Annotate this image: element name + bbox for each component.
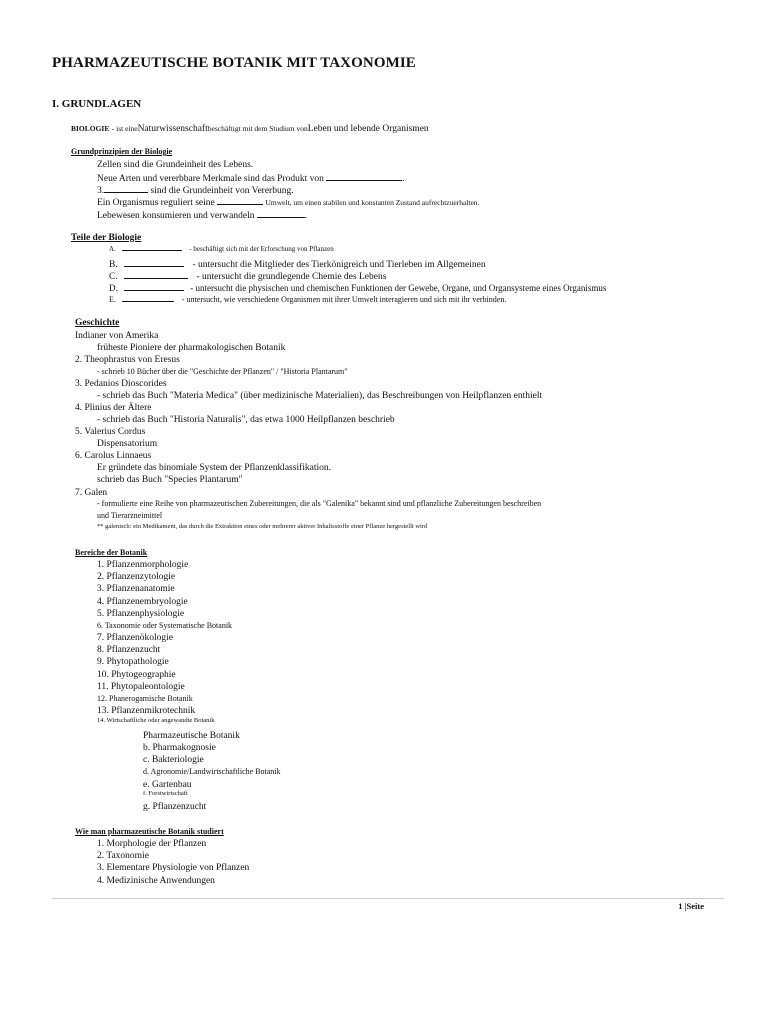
principle-text: Ein Organismus reguliert seine bbox=[97, 198, 215, 208]
principle-text: Neue Arten und vererbbare Merkmale sind das Produkt von bbox=[97, 174, 324, 184]
biologie-definition bbox=[71, 124, 429, 134]
geschichte-line: schrieb das Buch "Species Plantarum" bbox=[97, 475, 243, 485]
geschichte-line: 4. Plinius der Ältere bbox=[75, 403, 152, 413]
fill-blank bbox=[124, 258, 184, 267]
bereich-item: 3. Pflanzenanatomie bbox=[97, 584, 175, 594]
footer-divider bbox=[52, 898, 724, 899]
principle-line bbox=[97, 184, 294, 196]
principle-text: Umwelt, um einen stabilen und konstanten Zustand aufrechtzuerhalten. bbox=[265, 198, 480, 207]
bereich-subitem: e. Gartenbau bbox=[143, 780, 192, 790]
geschichte-line: 6. Carolus Linnaeus bbox=[75, 451, 152, 461]
geschichte-line: - schrieb das Buch "Historia Naturalis", das etwa 1000 Heilpflanzen beschrieb bbox=[97, 415, 395, 425]
geschichte-line: 2. Theophrastus von Eresus bbox=[75, 355, 180, 365]
teile-row-e bbox=[109, 293, 506, 304]
bereich-item: 7. Pflanzenökologie bbox=[97, 633, 173, 643]
bereich-item: 9. Phytopathologie bbox=[97, 657, 169, 667]
fill-blank bbox=[217, 196, 263, 205]
geschichte-line: Indianer von Amerika bbox=[75, 331, 159, 341]
bereich-item: 13. Pflanzenmikrotechnik bbox=[97, 706, 196, 716]
page-footer bbox=[678, 901, 704, 911]
geschichte-line: - formulierte eine Reihe von pharmazeutischen Zubereitungen, die als "Galenika" bekannt sind und pflanzliche Zubereitungen beschreiben bbox=[97, 499, 542, 508]
studiert-item: 2. Taxonomie bbox=[97, 851, 149, 861]
row-text: - beschäftigt sich mit der Erforschung von Pflanzen bbox=[189, 245, 334, 253]
studiert-item: 4. Medizinische Anwendungen bbox=[97, 876, 215, 886]
bereich-item: 6. Taxonomie oder Systematische Botanik bbox=[97, 621, 233, 630]
bereich-item: 2. Pflanzenzytologie bbox=[97, 572, 176, 582]
teile-row-c bbox=[109, 270, 386, 282]
principle-text: Lebewesen konsumieren und verwandeln bbox=[97, 211, 255, 221]
bereich-item: 10. Phytogeographie bbox=[97, 670, 176, 680]
geschichte-heading: Geschichte bbox=[75, 318, 120, 328]
geschichte-line: früheste Pioniere der pharmakologischen Botanik bbox=[97, 343, 286, 353]
biologie-connector: - ist eine bbox=[111, 124, 138, 133]
grundprinzipien-heading: Grundprinzipien der Biologie bbox=[71, 147, 173, 156]
geschichte-line: - schrieb 10 Bücher über die "Geschichte der Pflanzen" / "Historia Plantarum" bbox=[97, 367, 348, 376]
row-letter: C. bbox=[109, 272, 118, 282]
bereich-subitem: c. Bakteriologie bbox=[143, 755, 204, 765]
principle-line: Zellen sind die Grundeinheit des Lebens. bbox=[97, 160, 254, 170]
bereich-item: 1. Pflanzenmorphologie bbox=[97, 560, 189, 570]
biologie-part-2: beschäftigt mit dem Studium von bbox=[207, 124, 308, 133]
biologie-part-3: Leben und lebende Organismen bbox=[307, 124, 429, 134]
row-letter: A. bbox=[109, 245, 116, 253]
bereich-subitem: g. Pflanzenzucht bbox=[143, 802, 207, 812]
bereich-item: 8. Pflanzenzucht bbox=[97, 645, 161, 655]
bereich-item: 14. Wirtschaftliche oder angewandte Botanik bbox=[97, 717, 215, 724]
row-letter: E. bbox=[109, 295, 116, 304]
teile-heading bbox=[71, 233, 157, 243]
principle-text: sind die Grundeinheit von Vererbung. bbox=[150, 186, 294, 196]
principle-line: Lebewesen konsumieren und verwandeln . bbox=[97, 211, 308, 221]
studiert-item: 3. Elementare Physiologie von Pflanzen bbox=[97, 863, 250, 873]
bereich-item: 12. Phanerogamische Botanik bbox=[97, 694, 193, 703]
principle-line: Neue Arten und vererbbare Merkmale sind das Produkt von . bbox=[97, 174, 405, 184]
fill-blank bbox=[122, 293, 174, 302]
teile-row-d bbox=[109, 282, 606, 293]
teile-heading-text: Teile der Biologie bbox=[71, 233, 142, 243]
fill-blank bbox=[124, 282, 184, 291]
bereich-subitem: d. Agronomie/Landwirtschaftliche Botanik bbox=[143, 767, 281, 776]
section-heading-grundlagen: I. GRUNDLAGEN bbox=[52, 98, 142, 110]
geschichte-line: Dispensatorium bbox=[97, 439, 158, 449]
page-number: 1 bbox=[678, 901, 683, 911]
row-letter: D. bbox=[109, 283, 118, 293]
geschichte-line: 5. Valerius Cordus bbox=[75, 427, 146, 437]
bereich-subitem: Pharmazeutische Botanik bbox=[143, 731, 240, 741]
row-text: - untersucht die Mitglieder des Tierkönigreich und Tierleben im Allgemeinen bbox=[192, 260, 486, 270]
biologie-term: BIOLOGIE bbox=[71, 124, 110, 133]
fill-blank bbox=[122, 244, 182, 251]
geschichte-line: und Tierarzneimittel bbox=[97, 511, 163, 520]
row-letter: B. bbox=[109, 260, 118, 270]
teile-row-b bbox=[109, 258, 486, 270]
bereich-item: 11. Phytopaleontologie bbox=[97, 682, 185, 692]
bereich-item: 5. Pflanzenphysiologie bbox=[97, 609, 185, 619]
geschichte-line: - schrieb das Buch "Materia Medica" (über medizinische Materialien), das Beschreibungen von Heilpflanzen enthielt bbox=[97, 391, 543, 401]
row-text: - untersucht, wie verschiedene Organismen mit ihrer Umwelt interagieren und sich mit ihr verbinden. bbox=[181, 295, 507, 304]
row-text: - untersucht die grundlegende Chemie des Lebens bbox=[196, 272, 387, 282]
geschichte-line: ** galenisch: ein Medikament, das durch die Extraktion eines oder mehrerer aktiver Inhaltsstoffe einer Pflanze hergestellt wird bbox=[97, 523, 428, 530]
row-text: - untersucht die physischen und chemischen Funktionen der Gewebe, Organe, und Organsysteme eines Organismus bbox=[190, 283, 607, 293]
bereich-subitem: b. Pharmakognosie bbox=[143, 743, 216, 753]
studiert-item: 1. Morphologie der Pflanzen bbox=[97, 839, 207, 849]
principle-number: 3. bbox=[97, 186, 105, 196]
fill-blank bbox=[326, 172, 402, 181]
geschichte-line: 3. Pedanios Dioscorides bbox=[75, 379, 167, 389]
bereich-subitem: f. Forstwirtschaft bbox=[143, 790, 188, 797]
biologie-part-1: Naturwissenschaft bbox=[137, 124, 208, 134]
page-label: |Seite bbox=[684, 901, 704, 911]
fill-blank bbox=[104, 184, 148, 193]
studiert-heading bbox=[75, 827, 232, 836]
document-title: PHARMAZEUTISCHE BOTANIK MIT TAXONOMIE bbox=[52, 55, 416, 71]
fill-blank bbox=[257, 209, 305, 218]
teile-row-a bbox=[109, 244, 334, 253]
geschichte-line: 7. Galen bbox=[75, 488, 108, 498]
bereich-item: 4. Pflanzenembryologie bbox=[97, 597, 188, 607]
bereiche-heading: Bereiche der Botanik bbox=[75, 548, 148, 557]
principle-line bbox=[97, 196, 479, 208]
fill-blank bbox=[124, 270, 188, 279]
studiert-heading-text: Wie man pharmazeutische Botanik studiert bbox=[75, 827, 224, 836]
geschichte-line: Er gründete das binomiale System der Pflanzenklassifikation. bbox=[97, 463, 332, 473]
